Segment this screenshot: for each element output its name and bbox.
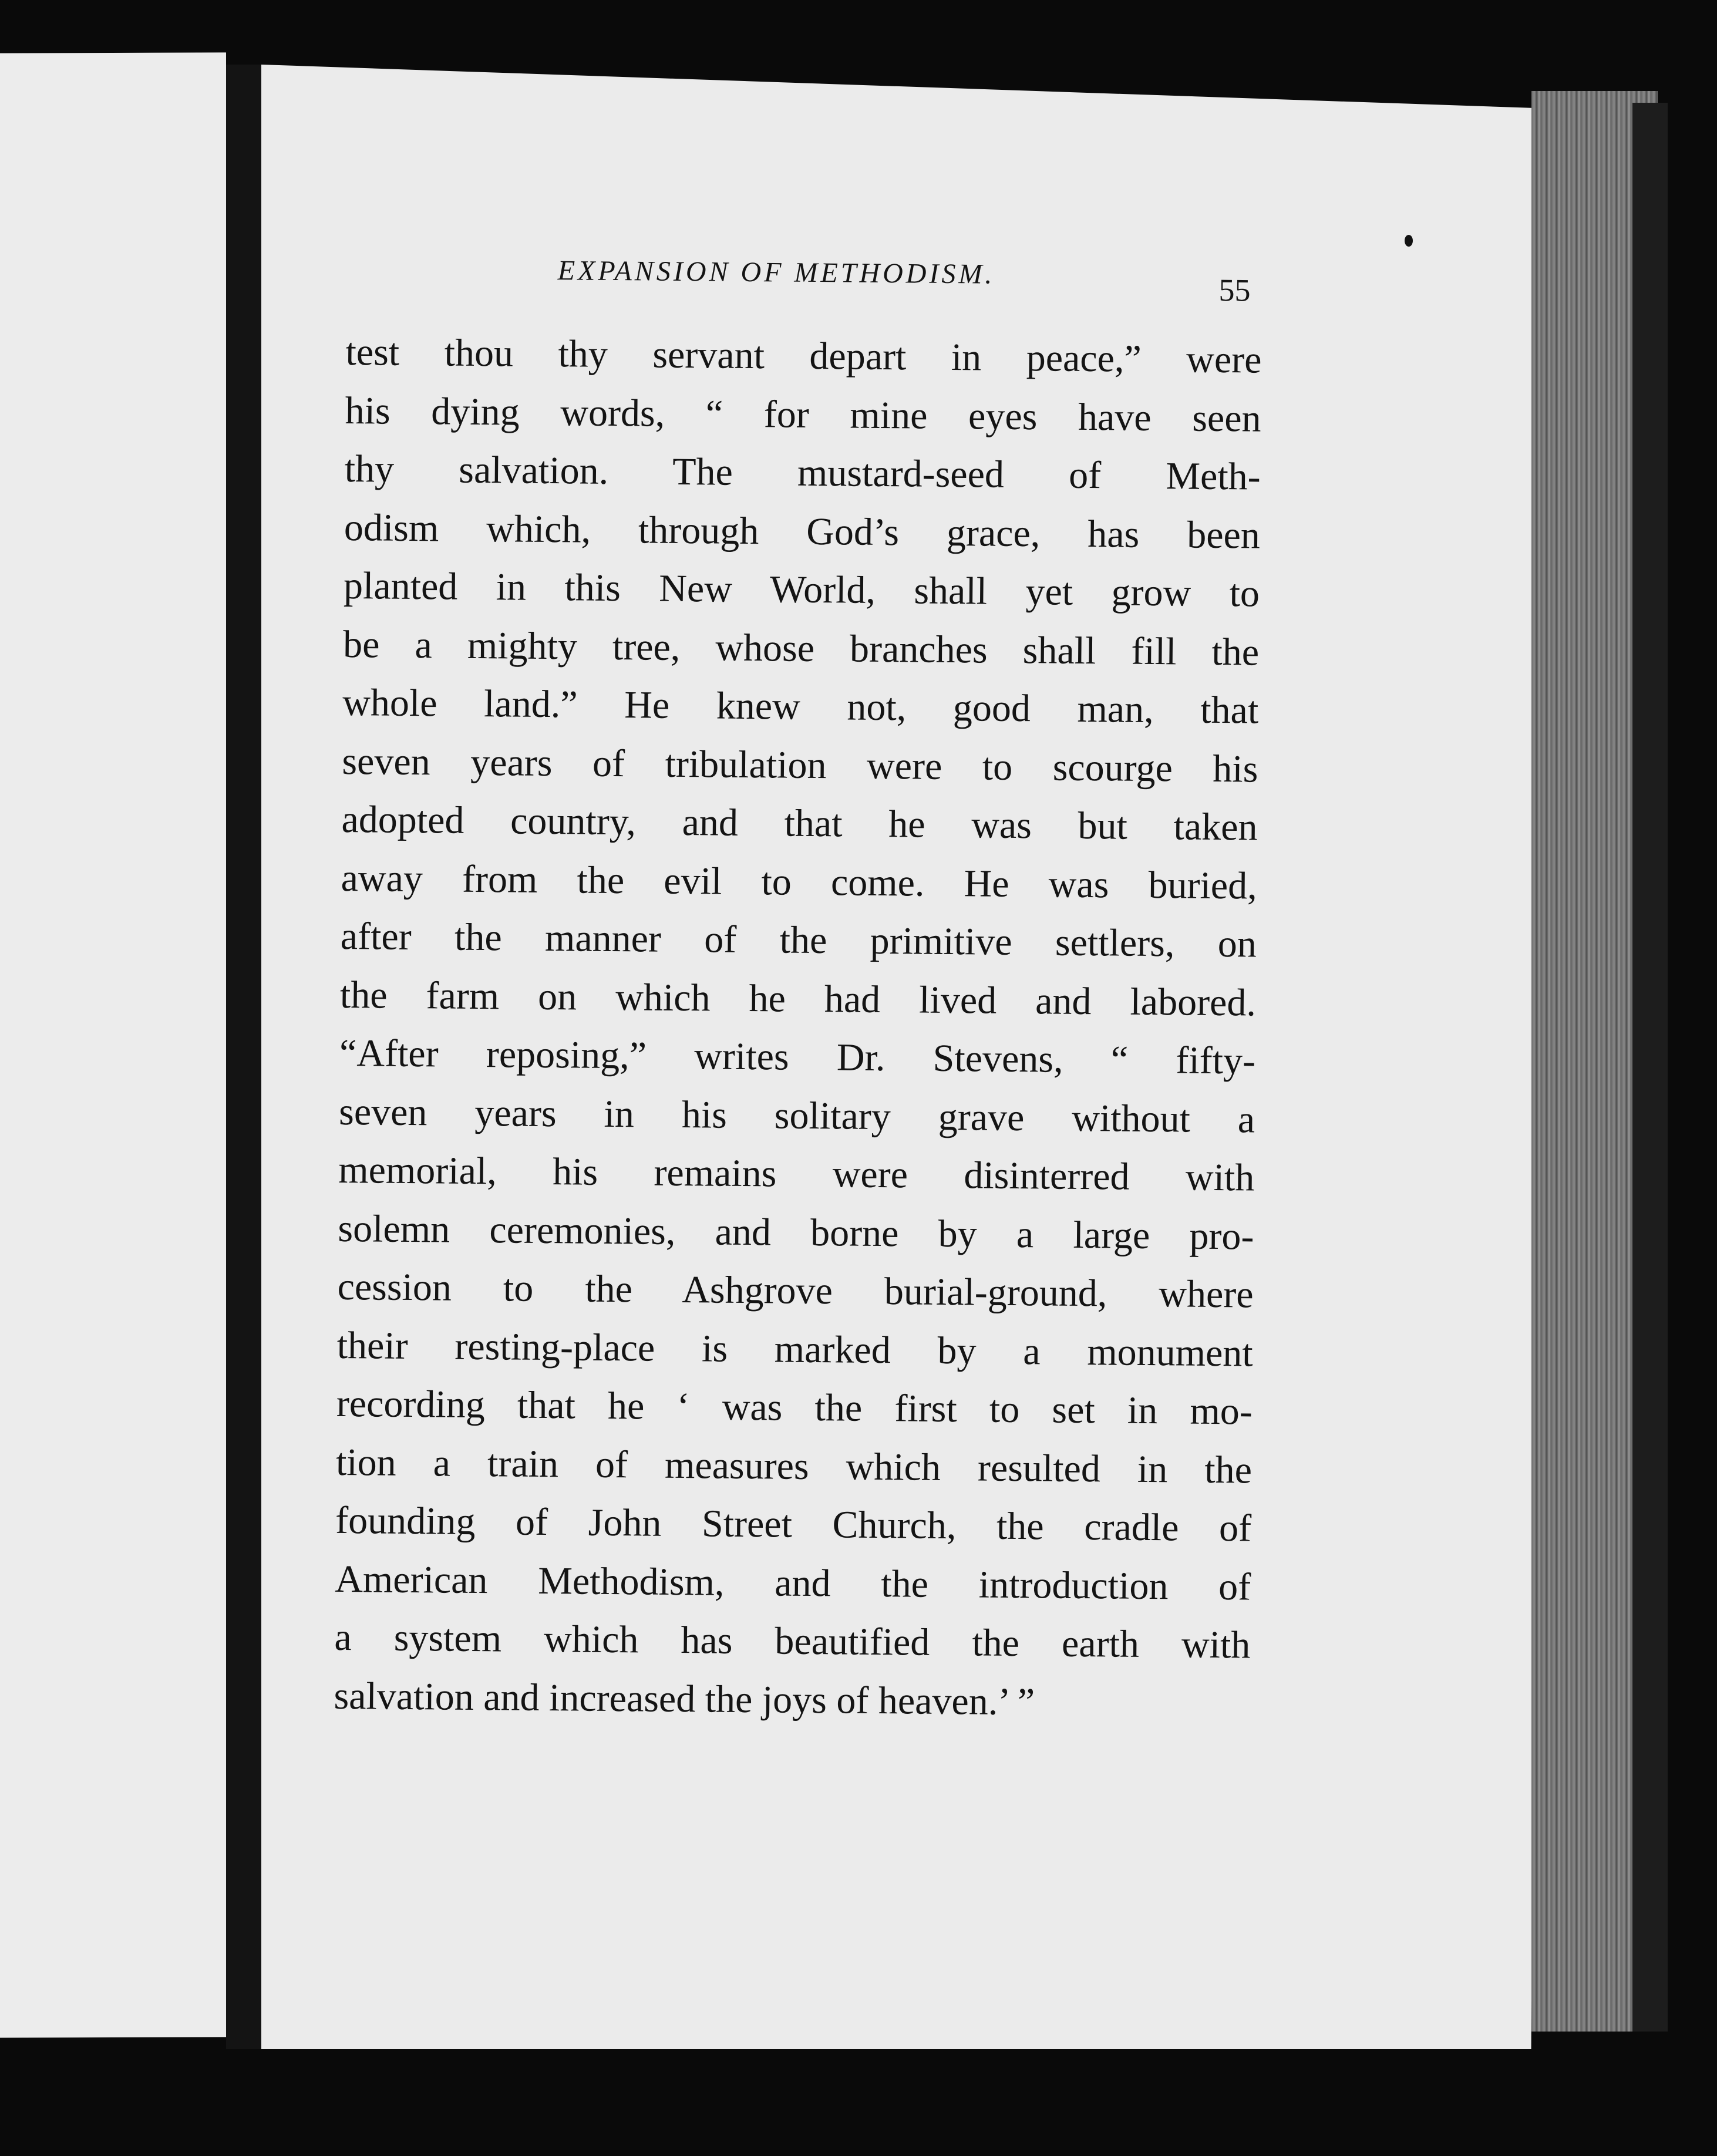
page-content: [334, 252, 1262, 1733]
text-line: “After reposing,” writes Dr. Stevens, “ fifty-: [339, 1031, 1256, 1083]
text-line: seven years of tribulation were to scourge his: [342, 739, 1258, 791]
text-line: salvation and increased the joys of heaven.’ ”: [334, 1674, 1035, 1723]
text-line: test thou thy servant depart in peace,” were: [345, 330, 1262, 382]
text-line: thy salvation. The mustard-seed of Meth-: [344, 447, 1261, 498]
text-line: seven years in his solitary grave without a: [338, 1090, 1255, 1141]
text-line: memorial, his remains were disinterred with: [338, 1148, 1255, 1200]
text-line: whole land.” He knew not, good man, that: [342, 681, 1259, 732]
ink-speck: [1405, 235, 1413, 247]
running-head: [346, 252, 1262, 331]
text-line: odism which, through God’s grace, has been: [344, 506, 1261, 557]
text-line: cession to the Ashgrove burial-ground, where: [337, 1265, 1254, 1316]
text-line: away from the evil to come. He was buried,: [341, 856, 1257, 908]
text-line: his dying words, “ for mine eyes have seen: [345, 389, 1261, 440]
running-head-title: EXPANSION OF METHODISM.: [557, 255, 995, 290]
left-page: [0, 52, 226, 2037]
text-line: adopted country, and that he was but taken: [341, 797, 1258, 849]
text-line: planted in this New World, shall yet grow to: [343, 564, 1260, 615]
text-line: be a mighty tree, whose branches shall fill the: [342, 622, 1260, 674]
text-line: the farm on which he had lived and labored.: [339, 973, 1257, 1025]
text-line: a system which has beautified the earth with: [334, 1615, 1251, 1667]
text-line: American Methodism, and the introduction of: [334, 1557, 1251, 1609]
text-line: solemn ceremonies, and borne by a large pro-: [338, 1207, 1254, 1258]
text-line: their resting-place is marked by a monument: [336, 1323, 1254, 1375]
text-line: after the manner of the primitive settlers, on: [340, 914, 1257, 966]
page-number: 55: [1218, 272, 1251, 308]
text-line: tion a train of measures which resulted in the: [335, 1440, 1253, 1492]
text-line: founding of John Street Church, the cradle of: [335, 1498, 1252, 1550]
book-gutter: [226, 65, 261, 2049]
text-line: recording that he ‘ was the first to set in mo-: [336, 1382, 1253, 1433]
book-cover-edge: [1632, 103, 1668, 2032]
body-text: [334, 323, 1262, 1733]
